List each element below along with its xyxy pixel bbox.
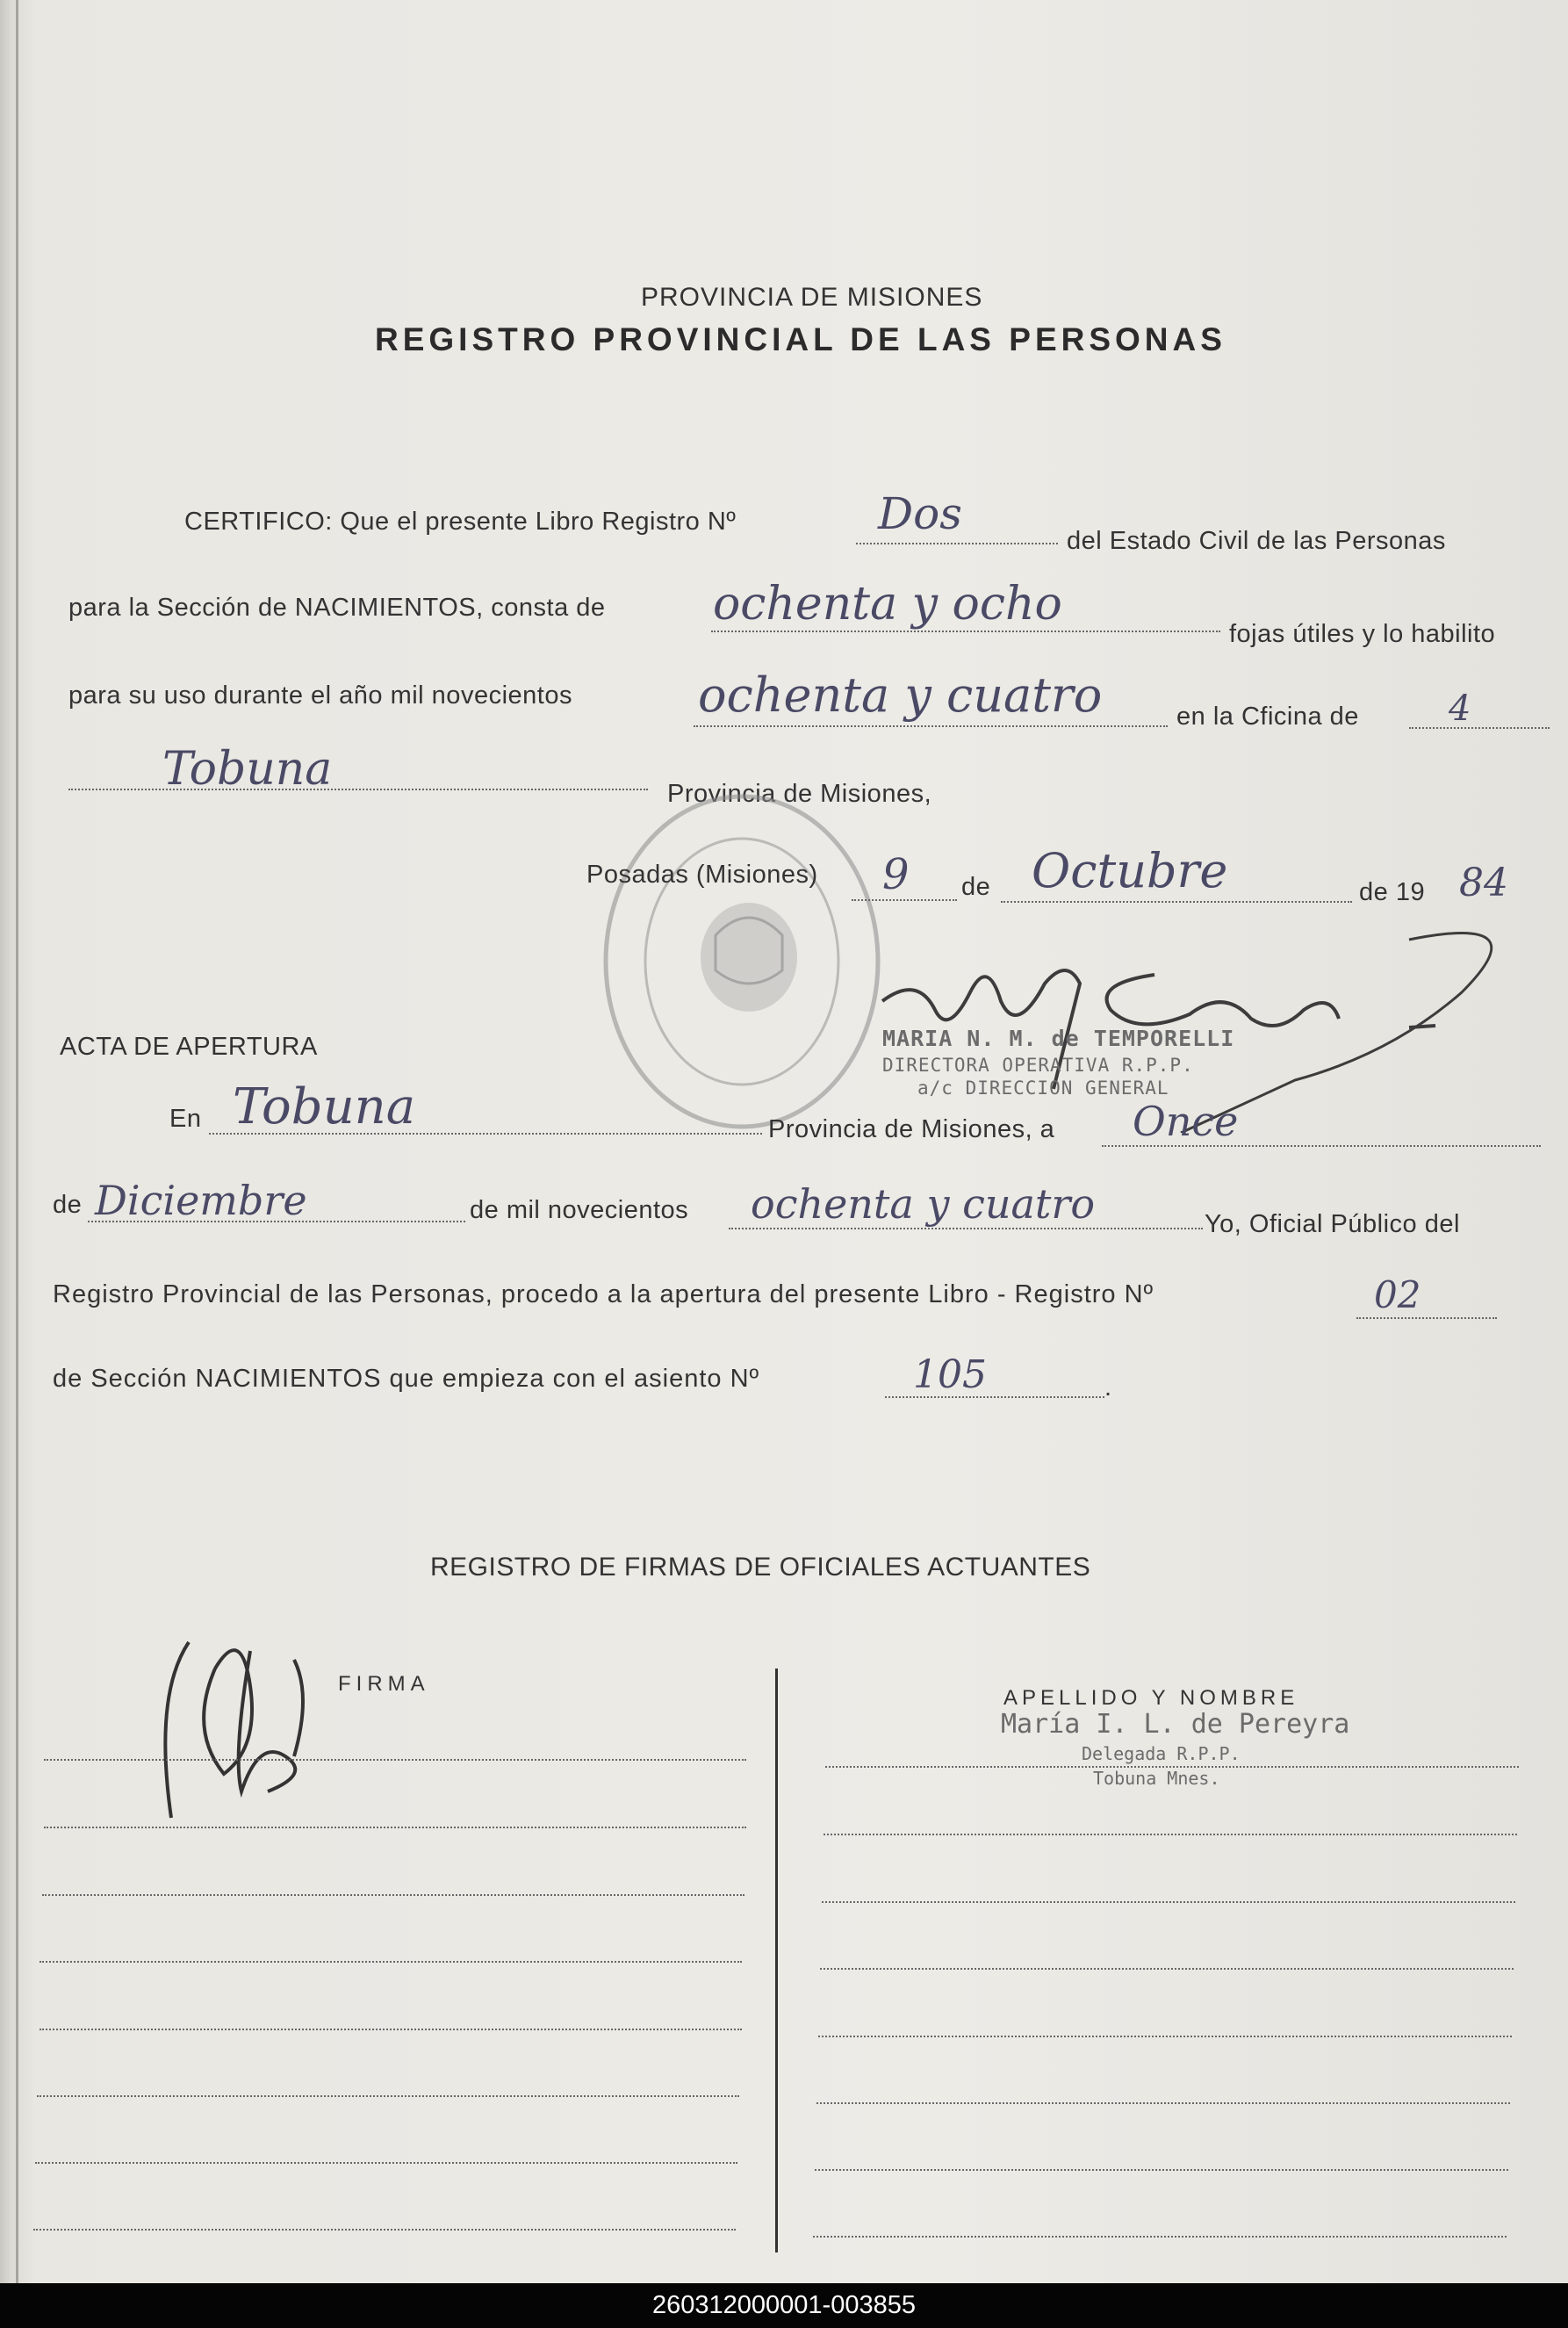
scan-id-bar — [0, 2283, 1568, 2328]
apellido-row-line — [825, 1766, 1519, 1768]
opening-book-handwritten: 02 — [1374, 1273, 1421, 1316]
opening-day-line — [1102, 1145, 1541, 1147]
apellido-row-line — [822, 1901, 1515, 1903]
cert-line1-suffix: del Estado Civil de las Personas — [1067, 527, 1446, 555]
apellido-row-line — [815, 2169, 1508, 2171]
cert-line3-prefix: para su uso durante el año mil novecientos — [68, 681, 572, 710]
director-stamp — [882, 1026, 1234, 1099]
opening-town-handwritten: Tobuna — [233, 1078, 416, 1135]
opening-province-label: Provincia de Misiones, a — [768, 1115, 1055, 1143]
cert-line4-suffix: Provincia de Misiones, — [667, 780, 932, 808]
page-edge — [16, 0, 18, 2283]
signature-column-separator — [775, 1669, 778, 2252]
year-line — [694, 725, 1168, 727]
firma-row-line — [37, 2095, 739, 2097]
opening-entry-handwritten: 105 — [913, 1352, 987, 1397]
town-line — [68, 789, 648, 790]
cert-line2-prefix: para la Sección de NACIMIENTOS, consta de — [68, 594, 606, 622]
opening-year-line — [729, 1228, 1203, 1229]
month-line — [1001, 901, 1352, 903]
cert-line3-suffix: en la Cficina de — [1176, 703, 1359, 731]
official-stamp-place: Tobuna Mnes. — [1093, 1768, 1220, 1789]
official-seal-icon — [601, 786, 891, 1137]
office-number-handwritten: 4 — [1449, 688, 1471, 729]
book-number-handwritten: Dos — [878, 488, 962, 539]
official-signature — [162, 1633, 364, 1844]
apellido-row-line — [813, 2236, 1507, 2238]
de-label: de — [961, 873, 991, 901]
opening-official-text: Yo, Oficial Público del — [1205, 1210, 1460, 1238]
year-digits-handwritten: 84 — [1459, 861, 1508, 905]
firma-row-line — [35, 2162, 737, 2164]
signatures-title: REGISTRO DE FIRMAS DE OFICIALES ACTUANTES — [430, 1553, 1091, 1582]
firma-row-line — [42, 1894, 744, 1896]
firma-row-line — [44, 1759, 746, 1761]
year-label: de 19 — [1359, 878, 1426, 906]
director-stamp-title: DIRECTORA OPERATIVA R.P.P. — [882, 1055, 1194, 1076]
registry-heading: REGISTRO PROVINCIAL DE LAS PERSONAS — [375, 321, 1226, 357]
firma-row-line — [33, 2229, 736, 2231]
month-handwritten: Octubre — [1032, 843, 1228, 898]
apellido-label: APELLIDO Y NOMBRE — [1003, 1686, 1299, 1710]
director-stamp-office: a/c DIRECCION GENERAL — [917, 1078, 1169, 1099]
apellido-row-line — [824, 1834, 1517, 1835]
scan-id: 260312000001-003855 — [652, 2291, 916, 2319]
apellido-row-line — [816, 2102, 1510, 2104]
cert-line1-prefix: CERTIFICO: Que el presente Libro Registro Nº — [184, 508, 737, 536]
office-number-line — [1409, 727, 1550, 729]
official-stamp-role: Delegada R.P.P. — [1082, 1743, 1241, 1764]
firma-row-line — [40, 2029, 742, 2030]
opening-book-line — [1356, 1317, 1497, 1319]
cert-line2-suffix: fojas útiles y lo habilito — [1229, 620, 1496, 648]
day-handwritten: 9 — [882, 850, 910, 899]
opening-line4-prefix: de Sección NACIMIENTOS que empieza con el asiento Nº — [53, 1365, 760, 1393]
firma-row-line — [40, 1961, 742, 1963]
place-label: Posadas (Misiones) — [586, 861, 818, 889]
town-handwritten: Tobuna — [162, 743, 333, 796]
opening-day-handwritten: Once — [1133, 1098, 1239, 1145]
official-stamp-name: María I. L. de Pereyra — [1001, 1709, 1350, 1740]
folios-handwritten: ochenta y ocho — [713, 578, 1062, 631]
opening-de-label: de — [53, 1191, 83, 1219]
apellido-row-line — [820, 1968, 1514, 1970]
opening-year-handwritten: ochenta y cuatro — [751, 1180, 1096, 1228]
book-number-line — [856, 543, 1058, 544]
opening-line4-end: . — [1104, 1373, 1112, 1402]
apellido-row-line — [818, 2036, 1512, 2037]
year-handwritten: ochenta y cuatro — [698, 667, 1103, 723]
director-stamp-name: MARIA N. M. de TEMPORELLI — [882, 1026, 1235, 1051]
province-heading: PROVINCIA DE MISIONES — [641, 283, 983, 312]
opening-mid-text: de mil novecientos — [470, 1196, 689, 1224]
opening-title: ACTA DE APERTURA — [60, 1033, 318, 1061]
official-stamp — [1001, 1709, 1349, 1789]
en-label: En — [169, 1105, 202, 1133]
day-line — [852, 899, 957, 901]
folios-line — [711, 631, 1220, 632]
firma-row-line — [44, 1827, 746, 1828]
opening-line3: Registro Provincial de las Personas, procedo a la apertura del presente Libro - Registro Nº — [53, 1280, 1154, 1308]
firma-label: FIRMA — [338, 1672, 430, 1696]
opening-month-handwritten: Diciembre — [95, 1177, 307, 1224]
